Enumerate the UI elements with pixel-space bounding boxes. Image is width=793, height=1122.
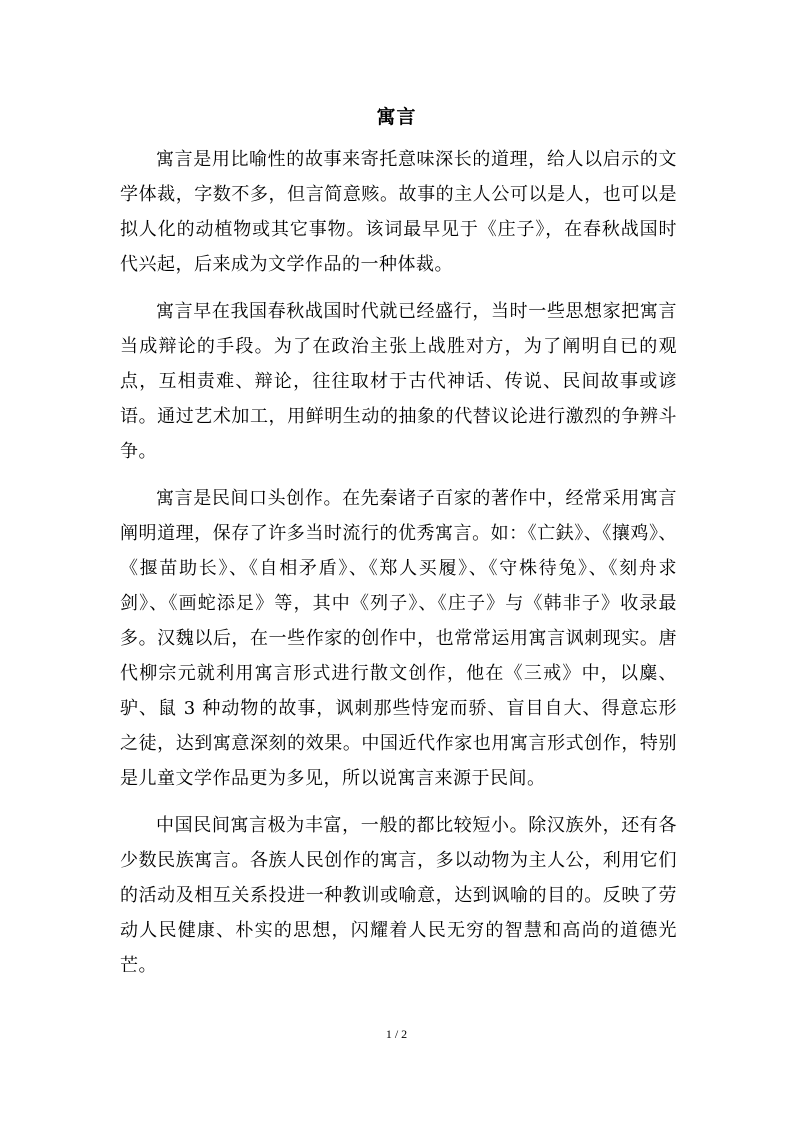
- document-body: [120, 142, 677, 995]
- page-number: 1 / 2: [385, 1027, 408, 1041]
- paragraph-2: 寓言早在我国春秋战国时代就已经盛行，当时一些思想家把寓言当成辩论的手段。为了在政治主张上战胜对方，为了阐明自已的观点，互相责难、辩论，往往取材于古代神话、传说、民间故事或谚语。通过艺术加工，用鲜明生动的抽象的代替议论进行激烈的争辨斗争。: [120, 301, 677, 462]
- paragraph-1: 寓言是用比喻性的故事来寄托意味深长的道理，给人以启示的文学体裁，字数不多，但言简意赅。故事的主人公可以是人，也可以是拟人化的动植物或其它事物。该词最早见于《庄子》，在春秋战国时代兴起，后来成为文学作品的一种体裁。: [120, 149, 677, 275]
- document-title: 寓言: [376, 106, 417, 128]
- paragraph-4: 中国民间寓言极为丰富，一般的都比较短小。除汉族外，还有各少数民族寓言。各族人民创作的寓言，多以动物为主人公，利用它们的活动及相互关系投进一种教训或喻意，达到讽喻的目的。反映了劳动人民健康、朴实的思想，闪耀着人民无穷的智慧和高尚的道德光芒。: [120, 815, 677, 976]
- paragraph-3: 寓言是民间口头创作。在先秦诸子百家的著作中，经常采用寓言阐明道理，保存了许多当时流行的优秀寓言。如：《亡鈇》、《攘鸡》、《揠苗助长》、《自相矛盾》、《郑人买履》、《守株待兔》、《刻舟求剑》、《画蛇添足》等，其中《列子》、《庄子》与《韩非子》收录最多。汉魏以后，在一些作家的创作中，也常常运用寓言讽刺现实。唐代柳宗元就利用寓言形式进行散文创作，他在《三戒》中，以麋、驴、鼠 3 种动物的故事，讽刺那些恃宠而骄、盲目自大、得意忘形之徒，达到寓意深刻的效果。中国近代作家也用寓言形式创作，特别是儿童文学作品更为多见，所以说寓言来源于民间。: [120, 488, 677, 789]
